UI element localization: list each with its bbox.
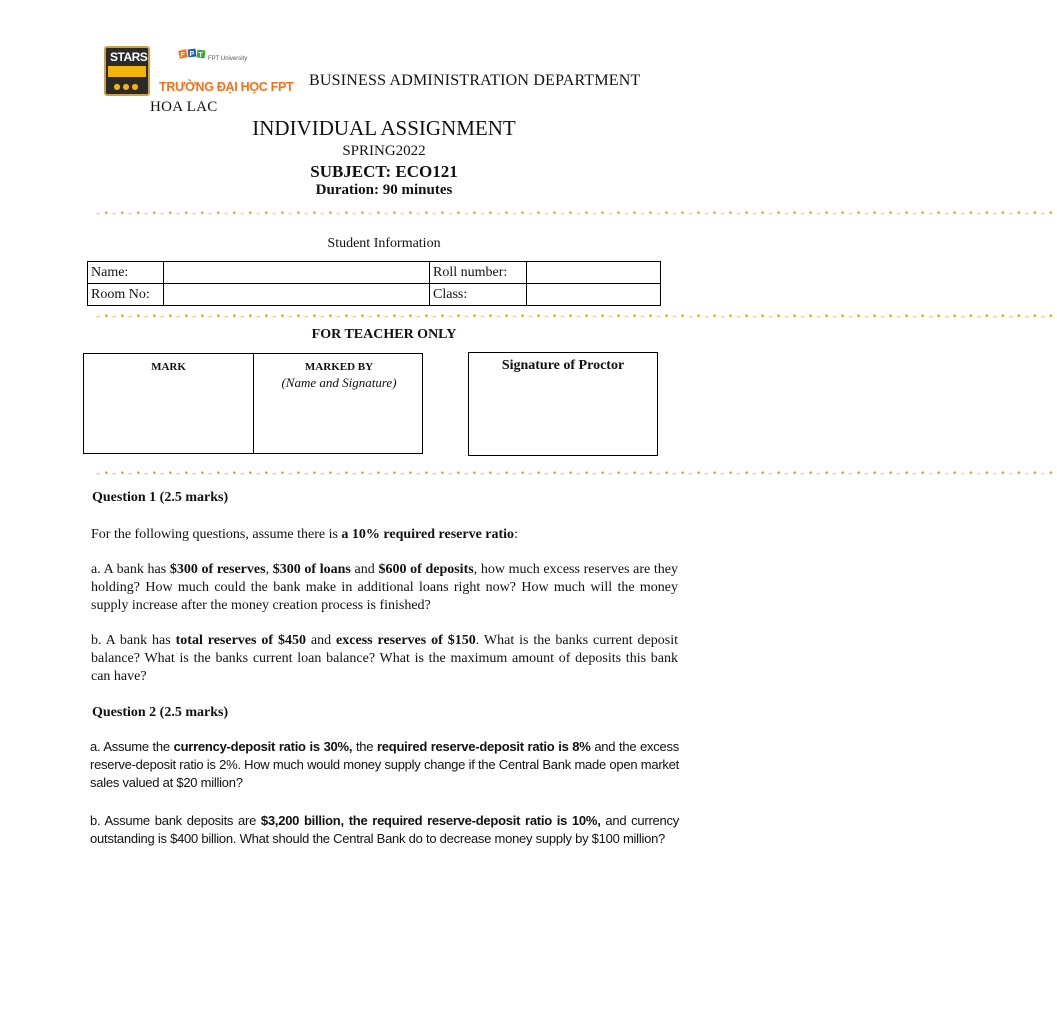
stars-logo: STARS ●●● [104,46,150,96]
teacher-only-heading: FOR TEACHER ONLY [311,327,457,342]
roll-number-field[interactable] [527,262,661,284]
question-1-intro: For the following questions, assume there is a 10% required reserve ratio: [91,527,518,542]
name-label: Name: [88,262,164,284]
question-2a: a. Assume the currency-deposit ratio is 30%, the required reserve-deposit ratio is 8% and the excess reserve-deposit ratio is 2%. How much would money supply change if the Central Bank made open market sales valued at $20 million? [90,739,680,790]
question-2b: b. Assume bank deposits are $3,200 billion, the required reserve-deposit ratio is 10%, and currency outstanding is $400 billion. What should the Central Bank do to decrease money supply by $100 million? [90,813,680,846]
document-title: INDIVIDUAL ASSIGNMENT [252,116,516,140]
table-row [88,284,661,306]
semester: SPRING2022 [342,143,426,159]
question-1-heading: Question 1 (2.5 marks) [92,490,229,505]
name-field[interactable] [164,262,430,284]
divider: –•–•–•–•–•–•–•–•–•–•–•–•–•–•–•–•–•–•–•–•–•–•–•–•–•–•–•–•–•–•–•–•–•–•–•–•–•–•–•–•–•–•–•–•–•–•–•–•–•–•–•–•–•–•–•–•–•–•–•–• [96,312,1057,322]
proctor-signature-box [468,352,658,456]
room-no-field[interactable] [164,284,430,306]
fpt-logo-icon [178,46,206,74]
proctor-signature-label: Signature of Proctor [501,358,625,373]
question-2-heading: Question 2 (2.5 marks) [92,705,229,720]
room-no-label: Room No: [88,284,164,306]
department-name: BUSINESS ADMINISTRATION DEPARTMENT [309,72,641,89]
marked-by-label: MARKED BY [304,361,374,373]
svg-text:T: T [198,52,203,59]
class-label: Class: [430,284,527,306]
student-info-heading: Student Information [327,236,441,251]
stars-logo-text: STARS [110,50,148,64]
mark-label: MARK [151,361,186,373]
roll-number-label: Roll number: [430,262,527,284]
subject: SUBJECT: ECO121 [310,162,458,181]
divider: –•–•–•–•–•–•–•–•–•–•–•–•–•–•–•–•–•–•–•–•–•–•–•–•–•–•–•–•–•–•–•–•–•–•–•–•–•–•–•–•–•–•–•–•–•–•–•–•–•–•–•–•–•–•–•–•–•–•–•–• [96,469,1057,479]
duration: Duration: 90 minutes [315,182,453,198]
student-info-table [87,261,661,306]
question-1b: b. A bank has total reserves of $450 and excess reserves of $150. What is the banks current deposit balance? What is the banks current loan balance? What is the maximum amount of deposits this bank can have? [91,633,678,684]
marked-by-note: (Name and Signature) [281,375,397,390]
campus-name: HOA LAC [150,99,218,115]
svg-text:F: F [180,52,185,59]
fpt-university-label: FPT University [208,56,248,62]
table-row [88,262,661,284]
class-field[interactable] [527,284,661,306]
svg-text:P: P [189,51,195,58]
mark-box [83,353,423,454]
question-1a: a. A bank has $300 of reserves, $300 of loans and $600 of deposits, how much excess reserves are they holding? How much could the bank make in additional loans right now? How much will the money supply increase after the money creation process is finished? [91,562,679,613]
fpt-university-name: TRƯỜNG ĐẠI HỌC FPT [159,80,294,94]
divider: –•–•–•–•–•–•–•–•–•–•–•–•–•–•–•–•–•–•–•–•–•–•–•–•–•–•–•–•–•–•–•–•–•–•–•–•–•–•–•–•–•–•–•–•–•–•–•–•–•–•–•–•–•–•–•–•–•–•–•–• [96,209,1057,219]
